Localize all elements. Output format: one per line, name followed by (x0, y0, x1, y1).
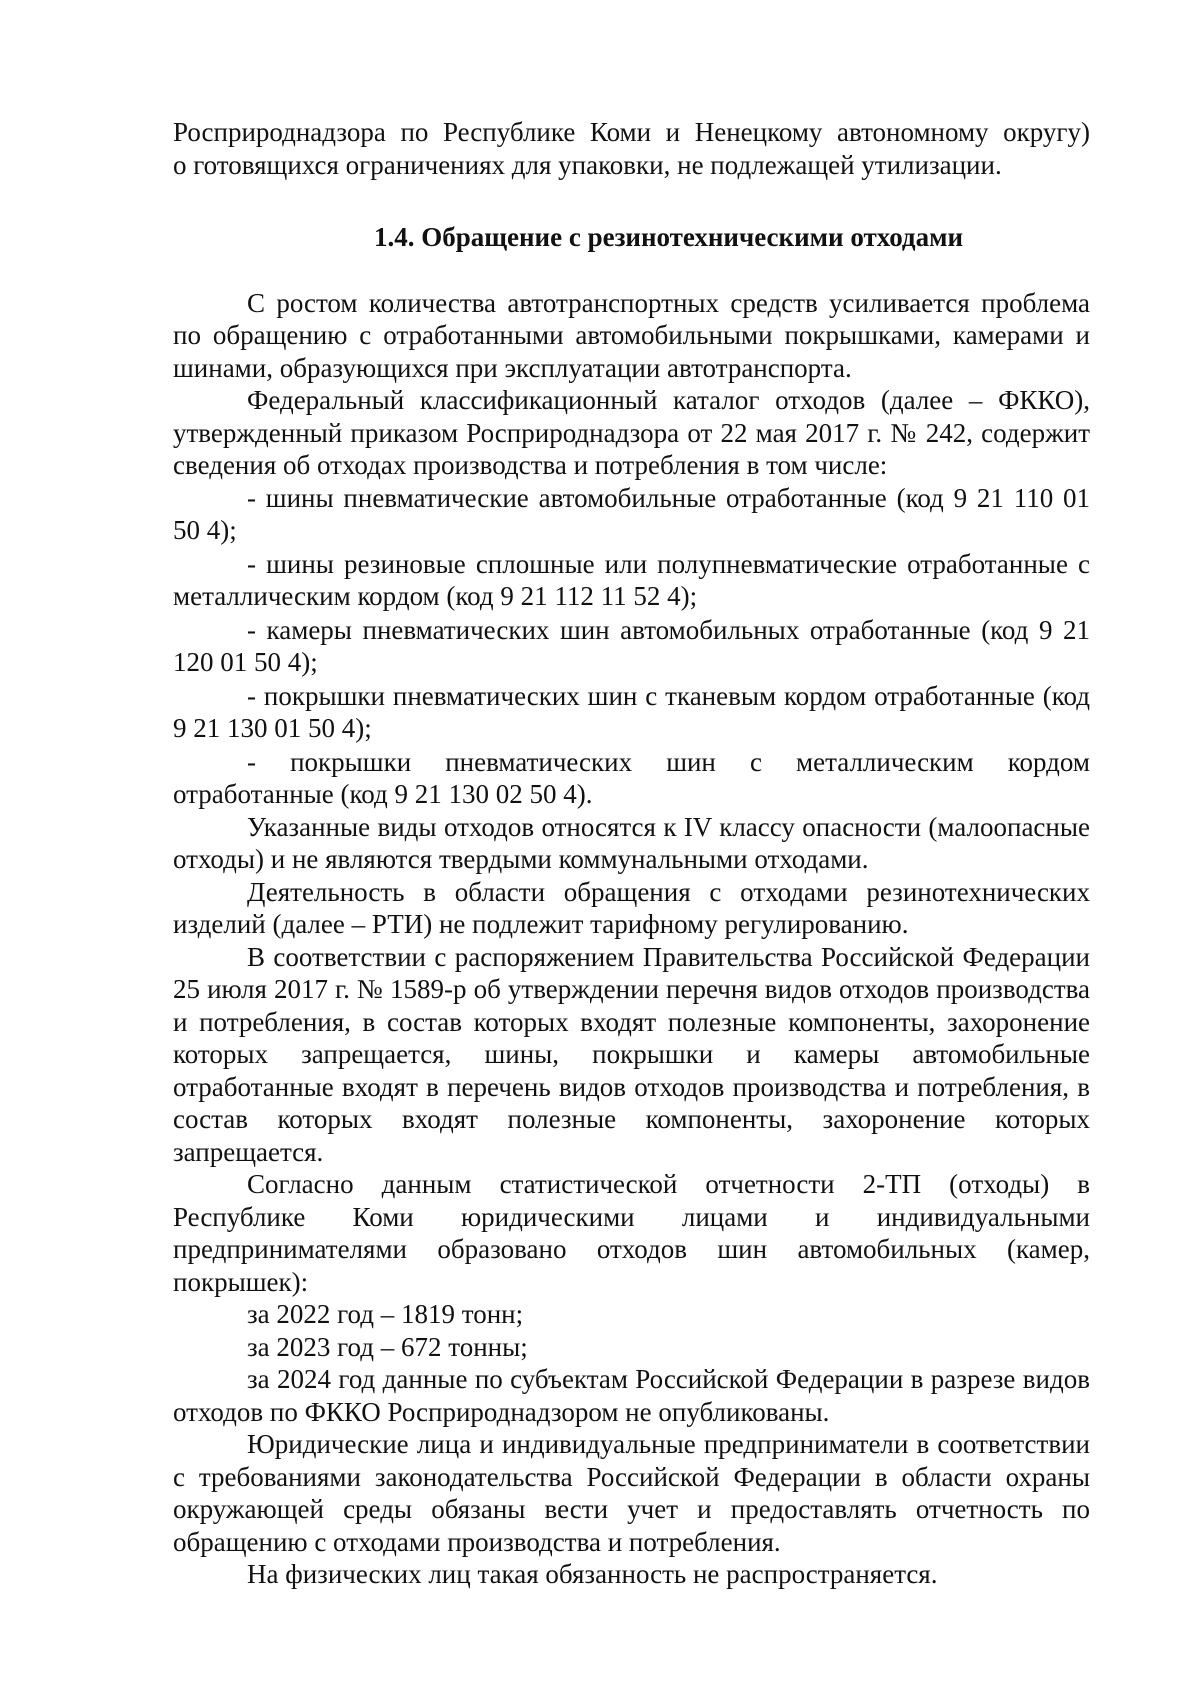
paragraph-hazard-class: Указанные виды отходов относятся к IV классу опасности (малоопасные отходы) и не являются твердыми коммунальными отходами. (173, 811, 1090, 874)
paragraph-rti: Деятельность в области обращения с отходами резинотехнических изделий (далее – РТИ) не подлежит тарифному регулированию. (173, 876, 1090, 939)
intro-line-1: Росприроднадзора по Республике Коми и Ненецкому автономному округу) (173, 117, 1090, 147)
year-2024-line: за 2024 год данные по субъектам Российской Федерации в разрезе видов отходов по ФККО Росприроднадзором не опубликованы. (173, 1364, 1090, 1427)
list-item: - шины пневматические автомобильные отработанные (код 9 21 110 01 50 4); (173, 482, 1090, 545)
list-item: - покрышки пневматических шин с тканевым кордом отработанные (код 9 21 130 01 50 4); (173, 680, 1090, 743)
paragraph-statistics: Согласно данным статистической отчетности 2-ТП (отходы) в Республике Коми юридическими лицами и индивидуальными предпринимателями образовано отходов шин автомобильных (камер, покрышек): (173, 1169, 1090, 1297)
intro-line-2: о готовящихся ограничениях для упаковки, не подлежащей утилизации. (173, 149, 1002, 180)
list-item: - шины резиновые сплошные или полупневматические отработанные с металлическим кордом (код 9 21 112 11 52 4); (173, 548, 1090, 611)
section-heading: 1.4. Обращение с резинотехническими отходами (373, 222, 964, 252)
year-2022-line: за 2022 год – 1819 тонн; (247, 1299, 524, 1329)
paragraph-legal-entities: Юридические лица и индивидуальные предприниматели в соответствии с требованиями законодательства Российской Федерации в области охраны окружающей среды обязаны вести учет и предоставлять отчетность по обращению с отходами производства и потребления. (173, 1429, 1090, 1557)
list-item: - камеры пневматических шин автомобильных отработанные (код 9 21 120 01 50 4); (173, 614, 1090, 677)
paragraph-fkko: Федеральный классификационный каталог отходов (далее – ФККО), утвержденный приказом Росприроднадзора от 22 мая 2017 г. № 242, содержит сведения об отходах производства и потребления в том числе: (173, 385, 1090, 480)
paragraph-individuals: На физических лиц такая обязанность не распространяется. (247, 1559, 938, 1589)
paragraph-government-order: В соответствии с распоряжением Правительства Российской Федерации 25 июля 2017 г. № 1589-р об утверждении перечня видов отходов производства и потребления, в состав которых входят полезные компоненты, захоронение которых запрещается, шины, покрышки и камеры автомобильные отработанные входят в перечень видов отходов производства и потребления, в состав которых входят полезные компоненты, захоронение которых запрещается. (173, 941, 1090, 1167)
year-2023-line: за 2023 год – 672 тонны; (247, 1331, 528, 1362)
list-item: - покрышки пневматических шин с металлическим кордом отработанные (код 9 21 130 02 50 4). (173, 746, 1090, 809)
paragraph-growth: С ростом количества автотранспортных средств усиливается проблема по обращению с отработанными автомобильными покрышками, камерами и шинами, образующихся при эксплуатации автотранспорта. (173, 287, 1090, 383)
document-page (173, 116, 1090, 1591)
